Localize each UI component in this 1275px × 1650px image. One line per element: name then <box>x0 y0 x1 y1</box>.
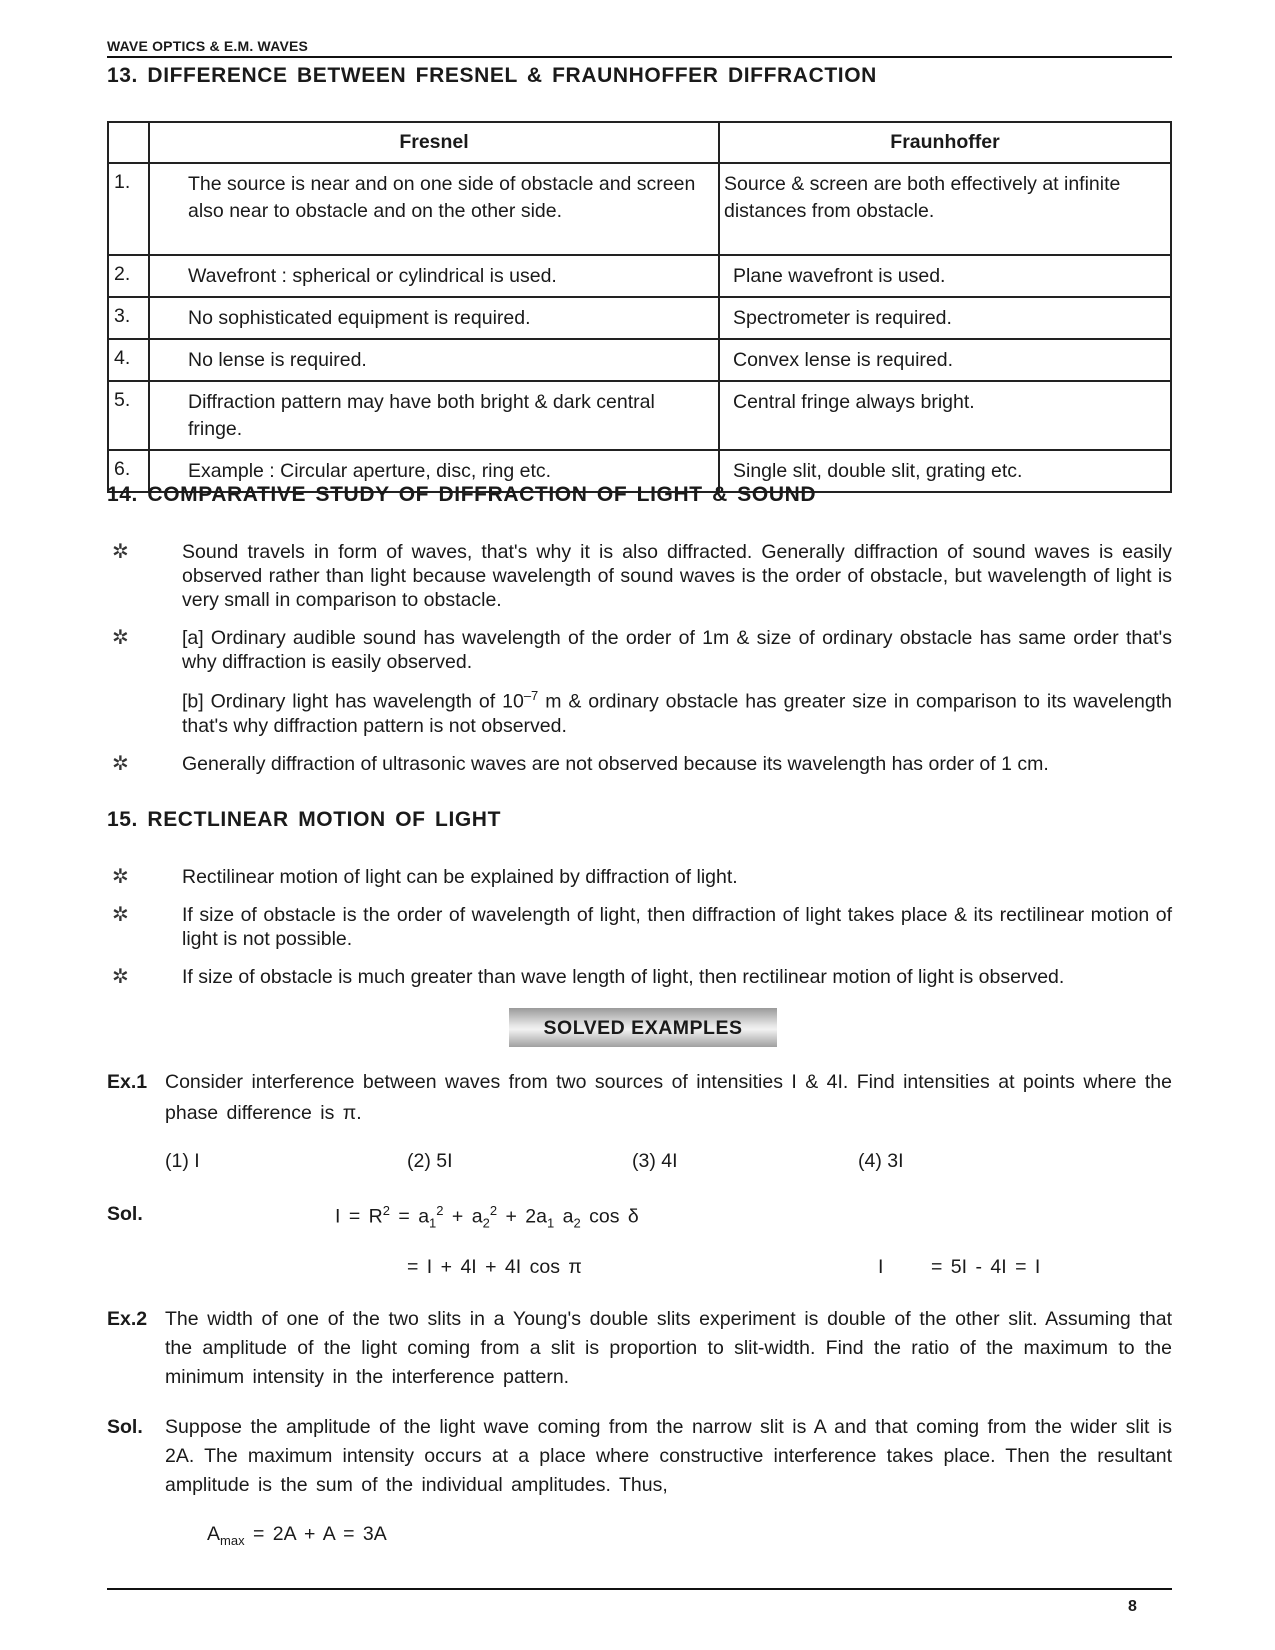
table-row <box>108 297 1171 339</box>
example-1 <box>107 1067 1172 1129</box>
header-fresnel: Fresnel <box>149 122 719 163</box>
eq-sub: 1 <box>546 1215 555 1231</box>
table-row <box>108 381 1171 450</box>
eq-part: a <box>554 1205 574 1228</box>
list-item <box>107 626 1172 674</box>
header-rule <box>107 56 1172 58</box>
exponent: –7 <box>523 688 539 703</box>
eq-part: A <box>207 1523 221 1545</box>
star-bullet-icon: ✲ <box>112 627 129 649</box>
header-num <box>108 122 149 163</box>
fresnel-cell: No lense is required. <box>149 339 719 381</box>
table-row <box>108 339 1171 381</box>
eq-part: cos δ <box>580 1205 639 1228</box>
example-question: The width of one of the two slits in a Young's double slits experiment is double of the other slit. Assuming that the amplitude of the light coming from a slit is proportion to slit-width. Find the ratio of the maximum to the minimum intensity in the interference pattern. <box>165 1308 1172 1388</box>
eq-sub: 2 <box>482 1215 490 1231</box>
equation-result: = 5I - 4I = I <box>931 1256 1041 1278</box>
solved-examples-banner: SOLVED EXAMPLES <box>509 1008 777 1047</box>
section-13-title: 13. DIFFERENCE BETWEEN FRESNEL & FRAUNHOFFER DIFFRACTION <box>107 64 877 87</box>
row-number: 3. <box>108 297 149 339</box>
eq-part: = 2A + A = 3A <box>244 1523 387 1545</box>
eq-part: + a <box>443 1205 483 1228</box>
fraunhoffer-cell: Plane wavefront is used. <box>719 255 1171 297</box>
solution-text: Suppose the amplitude of the light wave coming from the narrow slit is A and that coming from the wider slit is 2A. The maximum intensity occurs at a place where constructive interference takes place. Then the resultant amplitude is the sum of the individual amplitudes. Thus, <box>165 1416 1172 1496</box>
fraunhoffer-cell: Central fringe always bright. <box>719 381 1171 450</box>
example-2-solution <box>107 1413 1172 1500</box>
list-item-text: If size of obstacle is the order of wavelength of light, then diffraction of light takes place & its rectilinear motion of light is not possible. <box>182 904 1172 950</box>
fresnel-cell: Wavefront : spherical or cylindrical is used. <box>149 255 719 297</box>
row-number: 2. <box>108 255 149 297</box>
list-item-text: Rectilinear motion of light can be explained by diffraction of light. <box>182 866 738 888</box>
row-number: 5. <box>108 381 149 450</box>
footer-rule <box>107 1588 1172 1590</box>
running-head: WAVE OPTICS & E.M. WAVES <box>107 38 309 54</box>
fraunhoffer-cell: Spectrometer is required. <box>719 297 1171 339</box>
solution-label: Sol. <box>107 1203 143 1225</box>
section-15-list <box>107 865 1172 989</box>
list-item-text: [a] Ordinary audible sound has wavelength of the order of 1m & size of ordinary obstacle has same order that's why diffraction is easily observed. <box>182 627 1172 673</box>
equation-substitution: = I + 4I + 4I cos π <box>407 1256 582 1278</box>
option-2: (2) 5I <box>407 1150 453 1172</box>
equation-amax <box>207 1523 387 1548</box>
header-fraunhoffer: Fraunhoffer <box>719 122 1171 163</box>
eq-part: I = R <box>335 1205 383 1228</box>
row-number: 1. <box>108 163 149 255</box>
row-number: 4. <box>108 339 149 381</box>
star-bullet-icon: ✲ <box>112 541 129 563</box>
eq-sub: 1 <box>429 1215 437 1231</box>
list-item-text: Generally diffraction of ultrasonic waves are not observed because its wavelength has order of 1 cm. <box>182 752 1049 775</box>
list-item-text: Sound travels in form of waves, that's why it is also diffracted. Generally diffraction of sound waves is easily observed rather than light because wavelength of sound waves is the order of obstacle, but wavelength of light is very small in comparison to obstacle. <box>182 541 1172 611</box>
example-question: Consider interference between waves from two sources of intensities I & 4I. Find intensities at points where the phase difference is π. <box>165 1071 1172 1124</box>
eq-exp: 2 <box>436 1203 444 1218</box>
fraunhoffer-cell: Convex lense is required. <box>719 339 1171 381</box>
star-bullet-icon: ✲ <box>112 966 129 988</box>
fraunhoffer-cell: Single slit, double slit, grating etc. <box>719 450 1171 492</box>
list-item-sub-b <box>107 684 1172 738</box>
solution-label: Sol. <box>107 1416 143 1438</box>
star-bullet-icon: ✲ <box>112 752 129 775</box>
list-item <box>107 752 1172 776</box>
section-15-title: 15. RECTLINEAR MOTION OF LIGHT <box>107 808 502 831</box>
fresnel-cell: Diffraction pattern may have both bright & dark central fringe. <box>149 381 719 450</box>
star-bullet-icon: ✲ <box>112 866 129 888</box>
list-item <box>107 903 1172 951</box>
section-14-list <box>107 540 1172 776</box>
star-bullet-icon: ✲ <box>112 904 129 926</box>
example-label: Ex.2 <box>107 1308 148 1330</box>
option-4: (4) 3I <box>858 1150 904 1172</box>
section-14-title: 14. COMPARATIVE STUDY OF DIFFRACTION OF LIGHT & SOUND <box>107 483 817 506</box>
equation-intensity <box>335 1203 639 1230</box>
equation-result-lhs: I <box>878 1256 884 1278</box>
sub-b-text-cont: m & ordinary obstacle has greater size in comparison to its wavelength that's why diffraction pattern is not observed. <box>182 690 1172 737</box>
option-1: (1) I <box>165 1150 200 1172</box>
eq-sub: 2 <box>573 1215 581 1231</box>
page-number: 8 <box>1128 1598 1137 1615</box>
eq-sub: max <box>220 1532 245 1548</box>
sub-b-text: [b] Ordinary light has wavelength of 10 <box>182 690 524 713</box>
eq-part: + 2a <box>497 1205 547 1228</box>
example-label: Ex.1 <box>107 1071 148 1093</box>
table-row <box>108 163 1171 255</box>
fresnel-cell: The source is near and on one side of obstacle and screen also near to obstacle and on the other side. <box>149 163 719 255</box>
fraunhoffer-cell: Source & screen are both effectively at infinite distances from obstacle. <box>719 163 1171 255</box>
list-item <box>107 965 1172 989</box>
example-2 <box>107 1305 1172 1392</box>
list-item <box>107 865 1172 889</box>
eq-part: = a <box>389 1205 430 1228</box>
table-header-row <box>108 122 1171 163</box>
fresnel-cell: No sophisticated equipment is required. <box>149 297 719 339</box>
table-row <box>108 255 1171 297</box>
fresnel-cell: Example : Circular aperture, disc, ring etc. <box>149 450 719 492</box>
option-3: (3) 4I <box>632 1150 678 1172</box>
comparison-table <box>107 121 1172 493</box>
row-number: 6. <box>108 450 149 492</box>
eq-exp: 2 <box>382 1203 390 1218</box>
list-item <box>107 540 1172 612</box>
eq-exp: 2 <box>489 1203 498 1218</box>
list-item-text: If size of obstacle is much greater than wave length of light, then rectilinear motion of light is observed. <box>182 966 1065 988</box>
